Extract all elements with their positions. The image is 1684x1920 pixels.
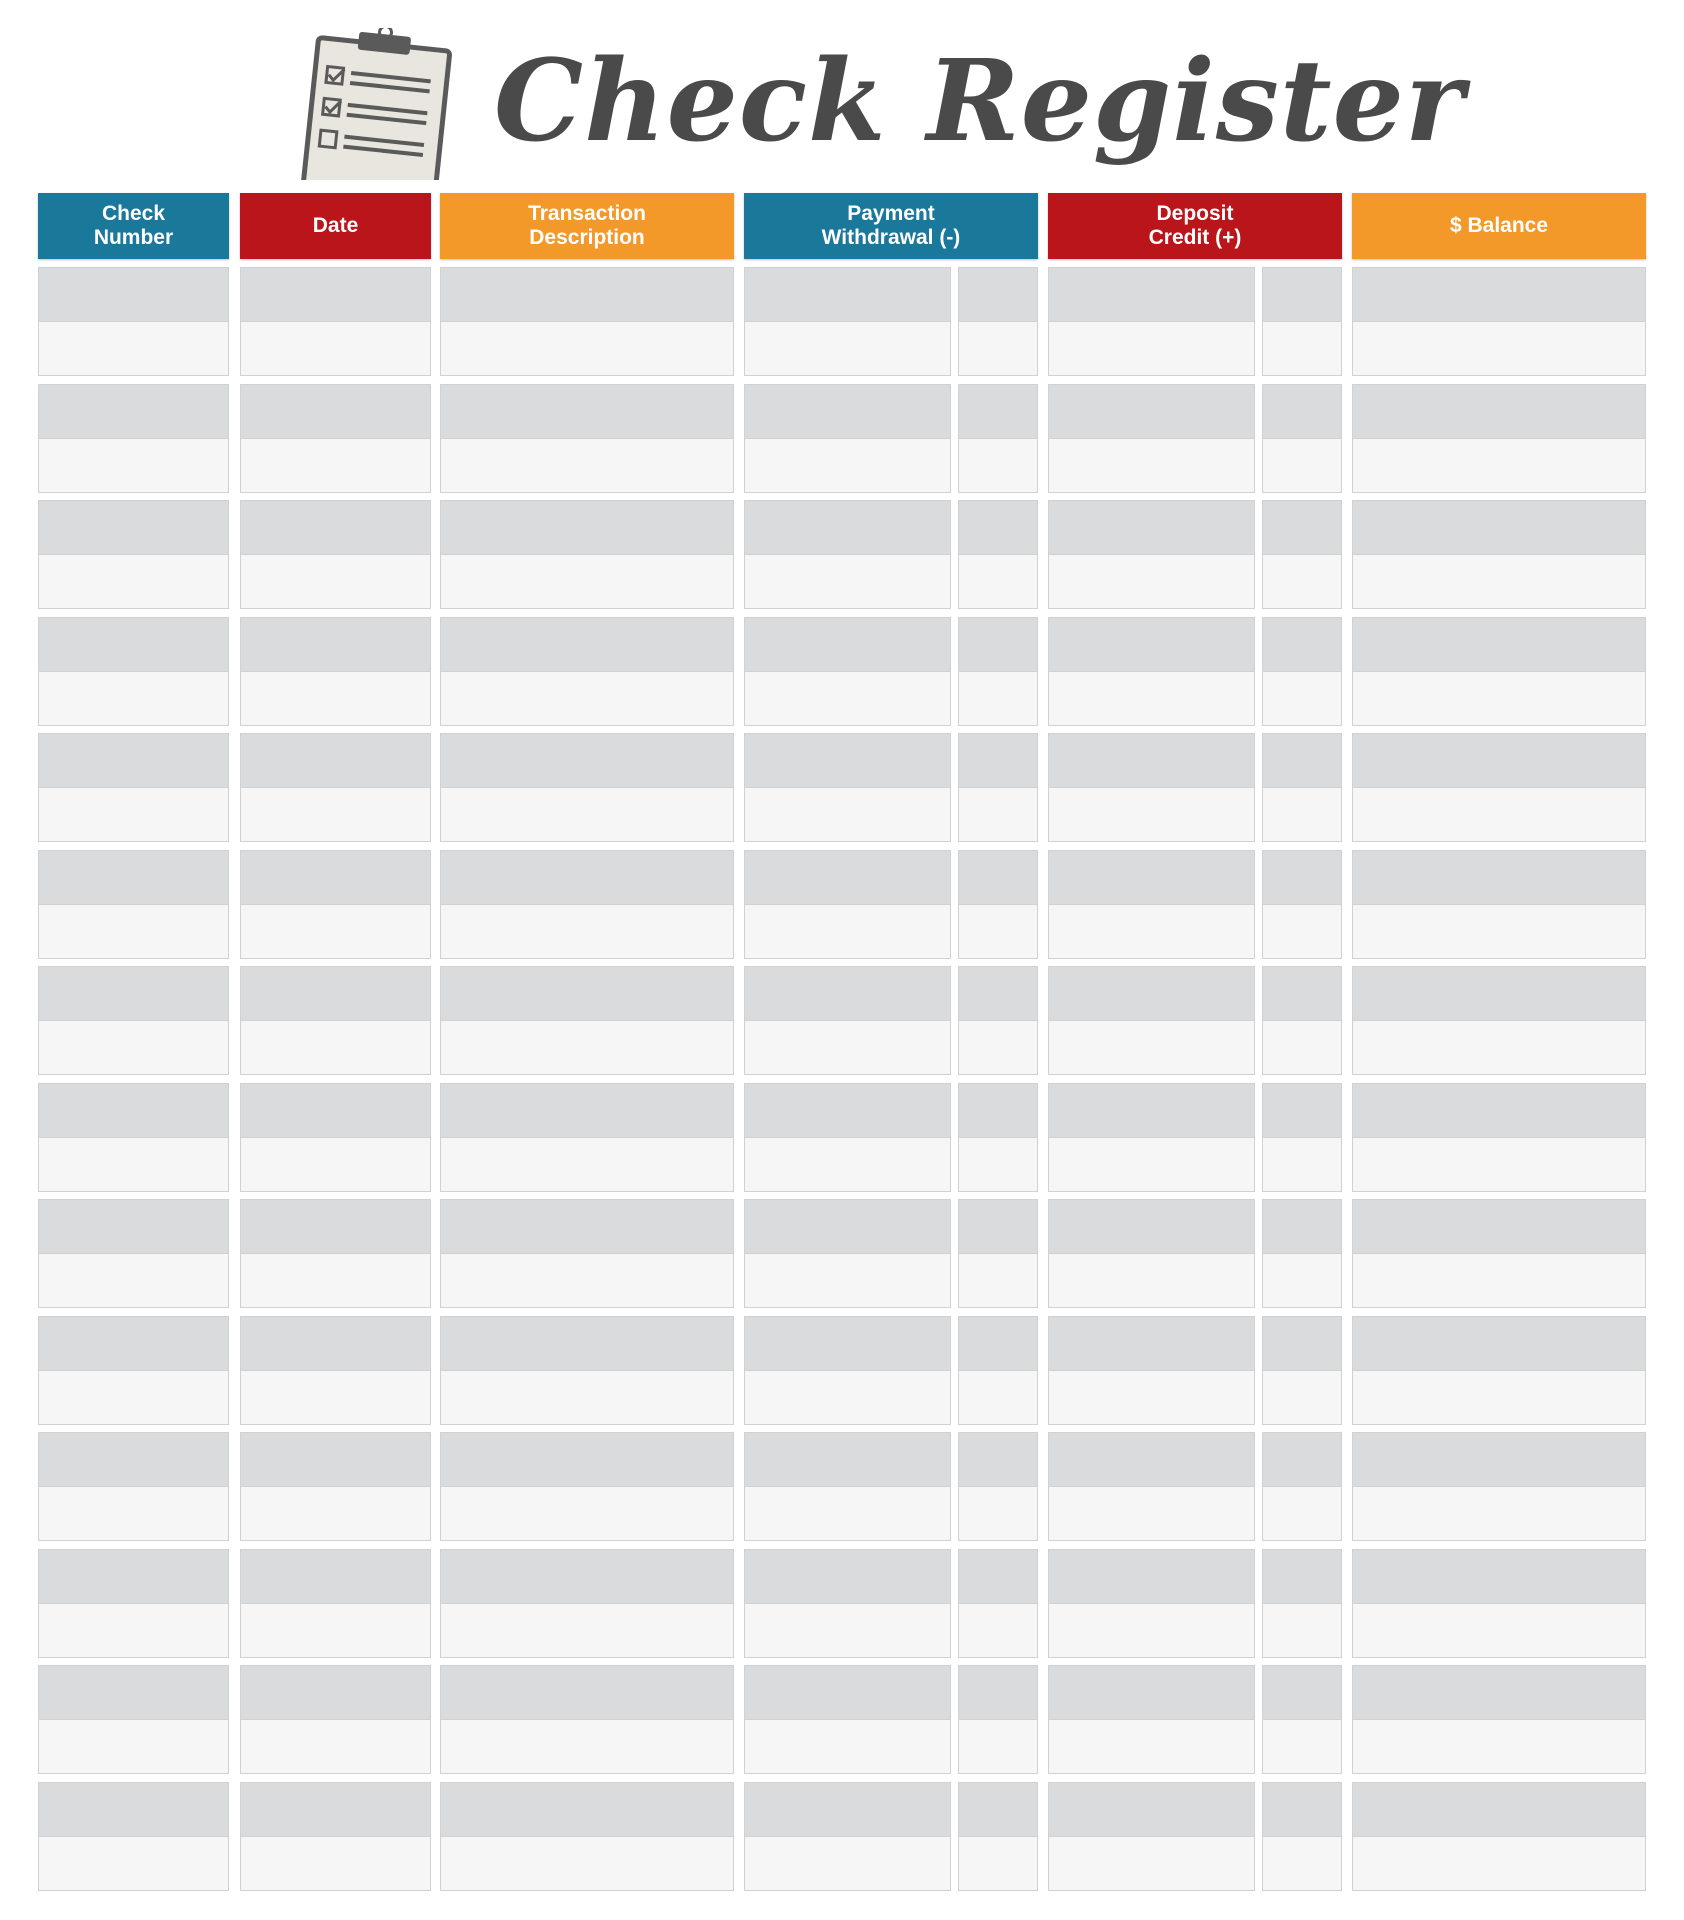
entry-deposit-dollars-upper-cell[interactable] bbox=[1048, 1083, 1255, 1138]
entry-payment-dollars-lower-cell[interactable] bbox=[744, 1020, 951, 1075]
entry-check-number-lower-cell[interactable] bbox=[38, 1253, 229, 1308]
entry-deposit-dollars-lower-cell[interactable] bbox=[1048, 1603, 1255, 1658]
entry-balance-upper-cell[interactable] bbox=[1352, 733, 1646, 788]
entry-balance-lower-cell[interactable] bbox=[1352, 1370, 1646, 1425]
entry-deposit-cents-upper-cell[interactable] bbox=[1262, 733, 1342, 788]
entry-payment-cents-upper-cell[interactable] bbox=[958, 1782, 1038, 1837]
entry-balance-upper-cell[interactable] bbox=[1352, 1665, 1646, 1720]
entry-deposit-dollars-upper-cell[interactable] bbox=[1048, 1549, 1255, 1604]
entry-deposit-dollars-lower-cell[interactable] bbox=[1048, 1253, 1255, 1308]
entry-date-upper-cell[interactable] bbox=[240, 1316, 431, 1371]
entry-payment-cents-lower-cell[interactable] bbox=[958, 1253, 1038, 1308]
entry-payment-dollars-upper-cell[interactable] bbox=[744, 1083, 951, 1138]
entry-payment-dollars-lower-cell[interactable] bbox=[744, 1719, 951, 1774]
entry-payment-dollars-lower-cell[interactable] bbox=[744, 904, 951, 959]
entry-check-number-lower-cell[interactable] bbox=[38, 554, 229, 609]
entry-date-lower-cell[interactable] bbox=[240, 1253, 431, 1308]
entry-balance-lower-cell[interactable] bbox=[1352, 1836, 1646, 1891]
entry-date-upper-cell[interactable] bbox=[240, 267, 431, 322]
register-entry bbox=[0, 267, 1684, 377]
entry-description-upper-cell[interactable] bbox=[440, 267, 734, 322]
entry-payment-dollars-lower-cell[interactable] bbox=[744, 1836, 951, 1891]
entry-date-lower-cell[interactable] bbox=[240, 904, 431, 959]
entry-deposit-dollars-upper-cell[interactable] bbox=[1048, 1782, 1255, 1837]
register-entry bbox=[0, 1432, 1684, 1542]
entry-date-upper-cell[interactable] bbox=[240, 617, 431, 672]
entry-check-number-upper-cell[interactable] bbox=[38, 1316, 229, 1371]
entry-date-upper-cell[interactable] bbox=[240, 850, 431, 905]
entry-description-upper-cell[interactable] bbox=[440, 1782, 734, 1837]
entry-date-lower-cell[interactable] bbox=[240, 438, 431, 493]
column-header-date: Date bbox=[240, 193, 431, 259]
entry-description-lower-cell[interactable] bbox=[440, 438, 734, 493]
register-entry bbox=[0, 1199, 1684, 1309]
entry-payment-dollars-upper-cell[interactable] bbox=[744, 966, 951, 1021]
entry-date-upper-cell[interactable] bbox=[240, 1782, 431, 1837]
entry-payment-dollars-upper-cell[interactable] bbox=[744, 1432, 951, 1487]
entry-payment-cents-lower-cell[interactable] bbox=[958, 1719, 1038, 1774]
entry-description-lower-cell[interactable] bbox=[440, 1020, 734, 1075]
entry-deposit-dollars-upper-cell[interactable] bbox=[1048, 384, 1255, 439]
entry-deposit-cents-upper-cell[interactable] bbox=[1262, 1316, 1342, 1371]
entry-description-upper-cell[interactable] bbox=[440, 1432, 734, 1487]
entry-payment-cents-lower-cell[interactable] bbox=[958, 321, 1038, 376]
entry-payment-dollars-upper-cell[interactable] bbox=[744, 1316, 951, 1371]
entry-payment-dollars-upper-cell[interactable] bbox=[744, 617, 951, 672]
entry-balance-lower-cell[interactable] bbox=[1352, 1719, 1646, 1774]
entry-deposit-dollars-lower-cell[interactable] bbox=[1048, 321, 1255, 376]
entry-payment-cents-lower-cell[interactable] bbox=[958, 1370, 1038, 1425]
entry-deposit-cents-upper-cell[interactable] bbox=[1262, 1549, 1342, 1604]
entry-description-upper-cell[interactable] bbox=[440, 1549, 734, 1604]
entry-description-lower-cell[interactable] bbox=[440, 554, 734, 609]
register-entry bbox=[0, 500, 1684, 610]
entry-description-lower-cell[interactable] bbox=[440, 1253, 734, 1308]
entry-date-upper-cell[interactable] bbox=[240, 1549, 431, 1604]
entry-balance-upper-cell[interactable] bbox=[1352, 1083, 1646, 1138]
entry-balance-lower-cell[interactable] bbox=[1352, 1603, 1646, 1658]
entry-payment-dollars-upper-cell[interactable] bbox=[744, 267, 951, 322]
entry-check-number-lower-cell[interactable] bbox=[38, 1603, 229, 1658]
entry-deposit-dollars-upper-cell[interactable] bbox=[1048, 617, 1255, 672]
entry-payment-dollars-lower-cell[interactable] bbox=[744, 438, 951, 493]
entry-payment-cents-upper-cell[interactable] bbox=[958, 733, 1038, 788]
entry-date-lower-cell[interactable] bbox=[240, 1719, 431, 1774]
entry-deposit-cents-lower-cell[interactable] bbox=[1262, 1253, 1342, 1308]
entry-deposit-cents-upper-cell[interactable] bbox=[1262, 1199, 1342, 1254]
entry-payment-cents-upper-cell[interactable] bbox=[958, 966, 1038, 1021]
entry-payment-dollars-upper-cell[interactable] bbox=[744, 1665, 951, 1720]
entry-description-lower-cell[interactable] bbox=[440, 787, 734, 842]
entry-payment-dollars-lower-cell[interactable] bbox=[744, 321, 951, 376]
entry-payment-dollars-upper-cell[interactable] bbox=[744, 1199, 951, 1254]
entry-date-upper-cell[interactable] bbox=[240, 733, 431, 788]
entry-deposit-dollars-lower-cell[interactable] bbox=[1048, 1486, 1255, 1541]
entry-date-upper-cell[interactable] bbox=[240, 1665, 431, 1720]
entry-deposit-dollars-upper-cell[interactable] bbox=[1048, 1432, 1255, 1487]
entry-deposit-cents-upper-cell[interactable] bbox=[1262, 850, 1342, 905]
entry-date-upper-cell[interactable] bbox=[240, 1199, 431, 1254]
entry-balance-upper-cell[interactable] bbox=[1352, 500, 1646, 555]
entry-balance-upper-cell[interactable] bbox=[1352, 267, 1646, 322]
entry-balance-lower-cell[interactable] bbox=[1352, 1253, 1646, 1308]
entry-description-upper-cell[interactable] bbox=[440, 1199, 734, 1254]
entry-check-number-lower-cell[interactable] bbox=[38, 1719, 229, 1774]
entry-description-upper-cell[interactable] bbox=[440, 966, 734, 1021]
entry-deposit-dollars-upper-cell[interactable] bbox=[1048, 1316, 1255, 1371]
entry-deposit-dollars-upper-cell[interactable] bbox=[1048, 850, 1255, 905]
entry-deposit-dollars-lower-cell[interactable] bbox=[1048, 438, 1255, 493]
entry-check-number-upper-cell[interactable] bbox=[38, 1199, 229, 1254]
register-entry bbox=[0, 1083, 1684, 1193]
entry-date-upper-cell[interactable] bbox=[240, 1083, 431, 1138]
entry-date-lower-cell[interactable] bbox=[240, 1836, 431, 1891]
entry-date-lower-cell[interactable] bbox=[240, 1603, 431, 1658]
entry-payment-dollars-upper-cell[interactable] bbox=[744, 1549, 951, 1604]
entry-deposit-cents-lower-cell[interactable] bbox=[1262, 1137, 1342, 1192]
entry-deposit-dollars-upper-cell[interactable] bbox=[1048, 500, 1255, 555]
entry-payment-cents-upper-cell[interactable] bbox=[958, 500, 1038, 555]
register-entry bbox=[0, 733, 1684, 843]
entry-description-lower-cell[interactable] bbox=[440, 1370, 734, 1425]
entry-deposit-cents-lower-cell[interactable] bbox=[1262, 1836, 1342, 1891]
column-header-check-number: Check Number bbox=[38, 193, 229, 259]
entry-deposit-cents-lower-cell[interactable] bbox=[1262, 787, 1342, 842]
register-entry bbox=[0, 1665, 1684, 1775]
entry-deposit-cents-lower-cell[interactable] bbox=[1262, 1370, 1342, 1425]
entry-deposit-cents-lower-cell[interactable] bbox=[1262, 1486, 1342, 1541]
entry-payment-cents-upper-cell[interactable] bbox=[958, 617, 1038, 672]
entry-check-number-upper-cell[interactable] bbox=[38, 1083, 229, 1138]
entry-deposit-dollars-lower-cell[interactable] bbox=[1048, 904, 1255, 959]
entry-payment-cents-lower-cell[interactable] bbox=[958, 438, 1038, 493]
entry-payment-dollars-lower-cell[interactable] bbox=[744, 787, 951, 842]
entry-deposit-cents-lower-cell[interactable] bbox=[1262, 321, 1342, 376]
entry-check-number-upper-cell[interactable] bbox=[38, 1549, 229, 1604]
entry-deposit-dollars-lower-cell[interactable] bbox=[1048, 787, 1255, 842]
register-entry bbox=[0, 850, 1684, 960]
entry-description-upper-cell[interactable] bbox=[440, 384, 734, 439]
entry-deposit-dollars-lower-cell[interactable] bbox=[1048, 671, 1255, 726]
entry-deposit-cents-lower-cell[interactable] bbox=[1262, 438, 1342, 493]
column-header-balance: $ Balance bbox=[1352, 193, 1646, 259]
entry-description-upper-cell[interactable] bbox=[440, 1665, 734, 1720]
entry-description-lower-cell[interactable] bbox=[440, 1719, 734, 1774]
column-header-deposit-credit: Deposit Credit (+) bbox=[1048, 193, 1342, 259]
entry-date-lower-cell[interactable] bbox=[240, 321, 431, 376]
entry-payment-dollars-upper-cell[interactable] bbox=[744, 500, 951, 555]
entry-deposit-dollars-lower-cell[interactable] bbox=[1048, 1836, 1255, 1891]
register-entry bbox=[0, 1782, 1684, 1892]
entry-balance-lower-cell[interactable] bbox=[1352, 1020, 1646, 1075]
entry-description-lower-cell[interactable] bbox=[440, 1603, 734, 1658]
entry-payment-dollars-lower-cell[interactable] bbox=[744, 1603, 951, 1658]
entry-payment-dollars-upper-cell[interactable] bbox=[744, 384, 951, 439]
entry-check-number-lower-cell[interactable] bbox=[38, 1836, 229, 1891]
entry-deposit-dollars-upper-cell[interactable] bbox=[1048, 733, 1255, 788]
entry-check-number-upper-cell[interactable] bbox=[38, 1782, 229, 1837]
entry-balance-upper-cell[interactable] bbox=[1352, 1432, 1646, 1487]
entry-check-number-upper-cell[interactable] bbox=[38, 617, 229, 672]
entry-balance-upper-cell[interactable] bbox=[1352, 1549, 1646, 1604]
entry-deposit-cents-upper-cell[interactable] bbox=[1262, 1665, 1342, 1720]
entry-check-number-upper-cell[interactable] bbox=[38, 733, 229, 788]
entry-date-upper-cell[interactable] bbox=[240, 1432, 431, 1487]
entry-deposit-cents-upper-cell[interactable] bbox=[1262, 384, 1342, 439]
entry-check-number-lower-cell[interactable] bbox=[38, 321, 229, 376]
entry-payment-dollars-lower-cell[interactable] bbox=[744, 1137, 951, 1192]
entry-check-number-upper-cell[interactable] bbox=[38, 1665, 229, 1720]
entry-payment-cents-upper-cell[interactable] bbox=[958, 1549, 1038, 1604]
entry-description-lower-cell[interactable] bbox=[440, 671, 734, 726]
entry-description-lower-cell[interactable] bbox=[440, 1137, 734, 1192]
entry-payment-cents-upper-cell[interactable] bbox=[958, 267, 1038, 322]
entry-payment-cents-lower-cell[interactable] bbox=[958, 904, 1038, 959]
entry-balance-lower-cell[interactable] bbox=[1352, 787, 1646, 842]
entry-check-number-upper-cell[interactable] bbox=[38, 850, 229, 905]
register-entry bbox=[0, 617, 1684, 727]
entry-description-lower-cell[interactable] bbox=[440, 904, 734, 959]
entry-check-number-upper-cell[interactable] bbox=[38, 1432, 229, 1487]
entry-payment-cents-upper-cell[interactable] bbox=[958, 1316, 1038, 1371]
entry-payment-cents-lower-cell[interactable] bbox=[958, 1836, 1038, 1891]
entry-check-number-upper-cell[interactable] bbox=[38, 267, 229, 322]
entry-check-number-lower-cell[interactable] bbox=[38, 671, 229, 726]
page-title: Check Register bbox=[494, 36, 1465, 167]
entry-deposit-cents-lower-cell[interactable] bbox=[1262, 904, 1342, 959]
entry-payment-cents-upper-cell[interactable] bbox=[958, 850, 1038, 905]
entry-payment-cents-lower-cell[interactable] bbox=[958, 554, 1038, 609]
entry-deposit-cents-lower-cell[interactable] bbox=[1262, 1719, 1342, 1774]
entry-deposit-cents-upper-cell[interactable] bbox=[1262, 1083, 1342, 1138]
entry-date-lower-cell[interactable] bbox=[240, 1137, 431, 1192]
entry-balance-lower-cell[interactable] bbox=[1352, 438, 1646, 493]
entry-date-upper-cell[interactable] bbox=[240, 384, 431, 439]
entry-payment-cents-upper-cell[interactable] bbox=[958, 1432, 1038, 1487]
entry-deposit-cents-upper-cell[interactable] bbox=[1262, 267, 1342, 322]
entry-payment-dollars-upper-cell[interactable] bbox=[744, 733, 951, 788]
entry-deposit-dollars-lower-cell[interactable] bbox=[1048, 1137, 1255, 1192]
column-header-transaction-description: Transaction Description bbox=[440, 193, 734, 259]
entry-balance-upper-cell[interactable] bbox=[1352, 384, 1646, 439]
entry-balance-lower-cell[interactable] bbox=[1352, 1137, 1646, 1192]
entry-payment-cents-upper-cell[interactable] bbox=[958, 1665, 1038, 1720]
register-entry bbox=[0, 1316, 1684, 1426]
entry-payment-cents-lower-cell[interactable] bbox=[958, 1020, 1038, 1075]
entry-deposit-cents-lower-cell[interactable] bbox=[1262, 671, 1342, 726]
entry-check-number-lower-cell[interactable] bbox=[38, 904, 229, 959]
entry-payment-dollars-upper-cell[interactable] bbox=[744, 850, 951, 905]
entry-date-upper-cell[interactable] bbox=[240, 966, 431, 1021]
entry-date-lower-cell[interactable] bbox=[240, 671, 431, 726]
entry-balance-lower-cell[interactable] bbox=[1352, 1486, 1646, 1541]
entry-payment-dollars-upper-cell[interactable] bbox=[744, 1782, 951, 1837]
entry-balance-upper-cell[interactable] bbox=[1352, 1782, 1646, 1837]
page-header bbox=[0, 0, 1684, 190]
entry-description-lower-cell[interactable] bbox=[440, 1836, 734, 1891]
entry-deposit-cents-lower-cell[interactable] bbox=[1262, 1603, 1342, 1658]
entry-check-number-lower-cell[interactable] bbox=[38, 1137, 229, 1192]
entry-payment-cents-lower-cell[interactable] bbox=[958, 1603, 1038, 1658]
entry-deposit-cents-lower-cell[interactable] bbox=[1262, 1020, 1342, 1075]
entry-date-upper-cell[interactable] bbox=[240, 500, 431, 555]
entry-date-lower-cell[interactable] bbox=[240, 1486, 431, 1541]
entry-payment-dollars-lower-cell[interactable] bbox=[744, 1253, 951, 1308]
entry-payment-cents-upper-cell[interactable] bbox=[958, 384, 1038, 439]
entry-balance-lower-cell[interactable] bbox=[1352, 554, 1646, 609]
entry-deposit-dollars-upper-cell[interactable] bbox=[1048, 267, 1255, 322]
entry-check-number-upper-cell[interactable] bbox=[38, 966, 229, 1021]
entry-balance-upper-cell[interactable] bbox=[1352, 850, 1646, 905]
entry-check-number-upper-cell[interactable] bbox=[38, 500, 229, 555]
entry-check-number-lower-cell[interactable] bbox=[38, 1486, 229, 1541]
entry-description-upper-cell[interactable] bbox=[440, 617, 734, 672]
entry-payment-dollars-lower-cell[interactable] bbox=[744, 1370, 951, 1425]
entry-check-number-lower-cell[interactable] bbox=[38, 1370, 229, 1425]
entry-check-number-lower-cell[interactable] bbox=[38, 438, 229, 493]
entry-payment-cents-upper-cell[interactable] bbox=[958, 1199, 1038, 1254]
entry-payment-cents-upper-cell[interactable] bbox=[958, 1083, 1038, 1138]
entry-deposit-cents-upper-cell[interactable] bbox=[1262, 966, 1342, 1021]
entry-balance-upper-cell[interactable] bbox=[1352, 1316, 1646, 1371]
entry-description-lower-cell[interactable] bbox=[440, 321, 734, 376]
entry-payment-cents-lower-cell[interactable] bbox=[958, 787, 1038, 842]
entry-description-upper-cell[interactable] bbox=[440, 500, 734, 555]
entry-payment-cents-lower-cell[interactable] bbox=[958, 1137, 1038, 1192]
entry-check-number-lower-cell[interactable] bbox=[38, 1020, 229, 1075]
entry-payment-dollars-lower-cell[interactable] bbox=[744, 554, 951, 609]
entry-balance-lower-cell[interactable] bbox=[1352, 321, 1646, 376]
entry-check-number-lower-cell[interactable] bbox=[38, 787, 229, 842]
entry-description-upper-cell[interactable] bbox=[440, 733, 734, 788]
entry-check-number-upper-cell[interactable] bbox=[38, 384, 229, 439]
entry-deposit-dollars-upper-cell[interactable] bbox=[1048, 1199, 1255, 1254]
clipboard-checklist-icon bbox=[290, 28, 466, 180]
entry-deposit-cents-upper-cell[interactable] bbox=[1262, 500, 1342, 555]
entry-deposit-dollars-lower-cell[interactable] bbox=[1048, 1370, 1255, 1425]
entry-balance-upper-cell[interactable] bbox=[1352, 1199, 1646, 1254]
entry-payment-cents-lower-cell[interactable] bbox=[958, 1486, 1038, 1541]
entry-description-upper-cell[interactable] bbox=[440, 1083, 734, 1138]
entry-balance-lower-cell[interactable] bbox=[1352, 904, 1646, 959]
entry-balance-upper-cell[interactable] bbox=[1352, 617, 1646, 672]
entry-deposit-dollars-lower-cell[interactable] bbox=[1048, 554, 1255, 609]
entry-date-lower-cell[interactable] bbox=[240, 1370, 431, 1425]
entry-description-upper-cell[interactable] bbox=[440, 1316, 734, 1371]
entry-deposit-dollars-upper-cell[interactable] bbox=[1048, 966, 1255, 1021]
entry-balance-lower-cell[interactable] bbox=[1352, 671, 1646, 726]
entry-deposit-cents-lower-cell[interactable] bbox=[1262, 554, 1342, 609]
register-entry bbox=[0, 966, 1684, 1076]
column-header-payment-withdrawal: Payment Withdrawal (-) bbox=[744, 193, 1038, 259]
entry-date-lower-cell[interactable] bbox=[240, 787, 431, 842]
entry-deposit-dollars-lower-cell[interactable] bbox=[1048, 1719, 1255, 1774]
entry-date-lower-cell[interactable] bbox=[240, 554, 431, 609]
register-entry bbox=[0, 384, 1684, 494]
entry-description-upper-cell[interactable] bbox=[440, 850, 734, 905]
entry-deposit-dollars-lower-cell[interactable] bbox=[1048, 1020, 1255, 1075]
entry-deposit-cents-upper-cell[interactable] bbox=[1262, 1432, 1342, 1487]
register-entry bbox=[0, 1549, 1684, 1659]
entry-payment-dollars-lower-cell[interactable] bbox=[744, 671, 951, 726]
entry-deposit-cents-upper-cell[interactable] bbox=[1262, 1782, 1342, 1837]
entry-date-lower-cell[interactable] bbox=[240, 1020, 431, 1075]
entry-payment-dollars-lower-cell[interactable] bbox=[744, 1486, 951, 1541]
entry-description-lower-cell[interactable] bbox=[440, 1486, 734, 1541]
entry-deposit-cents-upper-cell[interactable] bbox=[1262, 617, 1342, 672]
entry-balance-upper-cell[interactable] bbox=[1352, 966, 1646, 1021]
entry-payment-cents-lower-cell[interactable] bbox=[958, 671, 1038, 726]
entry-deposit-dollars-upper-cell[interactable] bbox=[1048, 1665, 1255, 1720]
